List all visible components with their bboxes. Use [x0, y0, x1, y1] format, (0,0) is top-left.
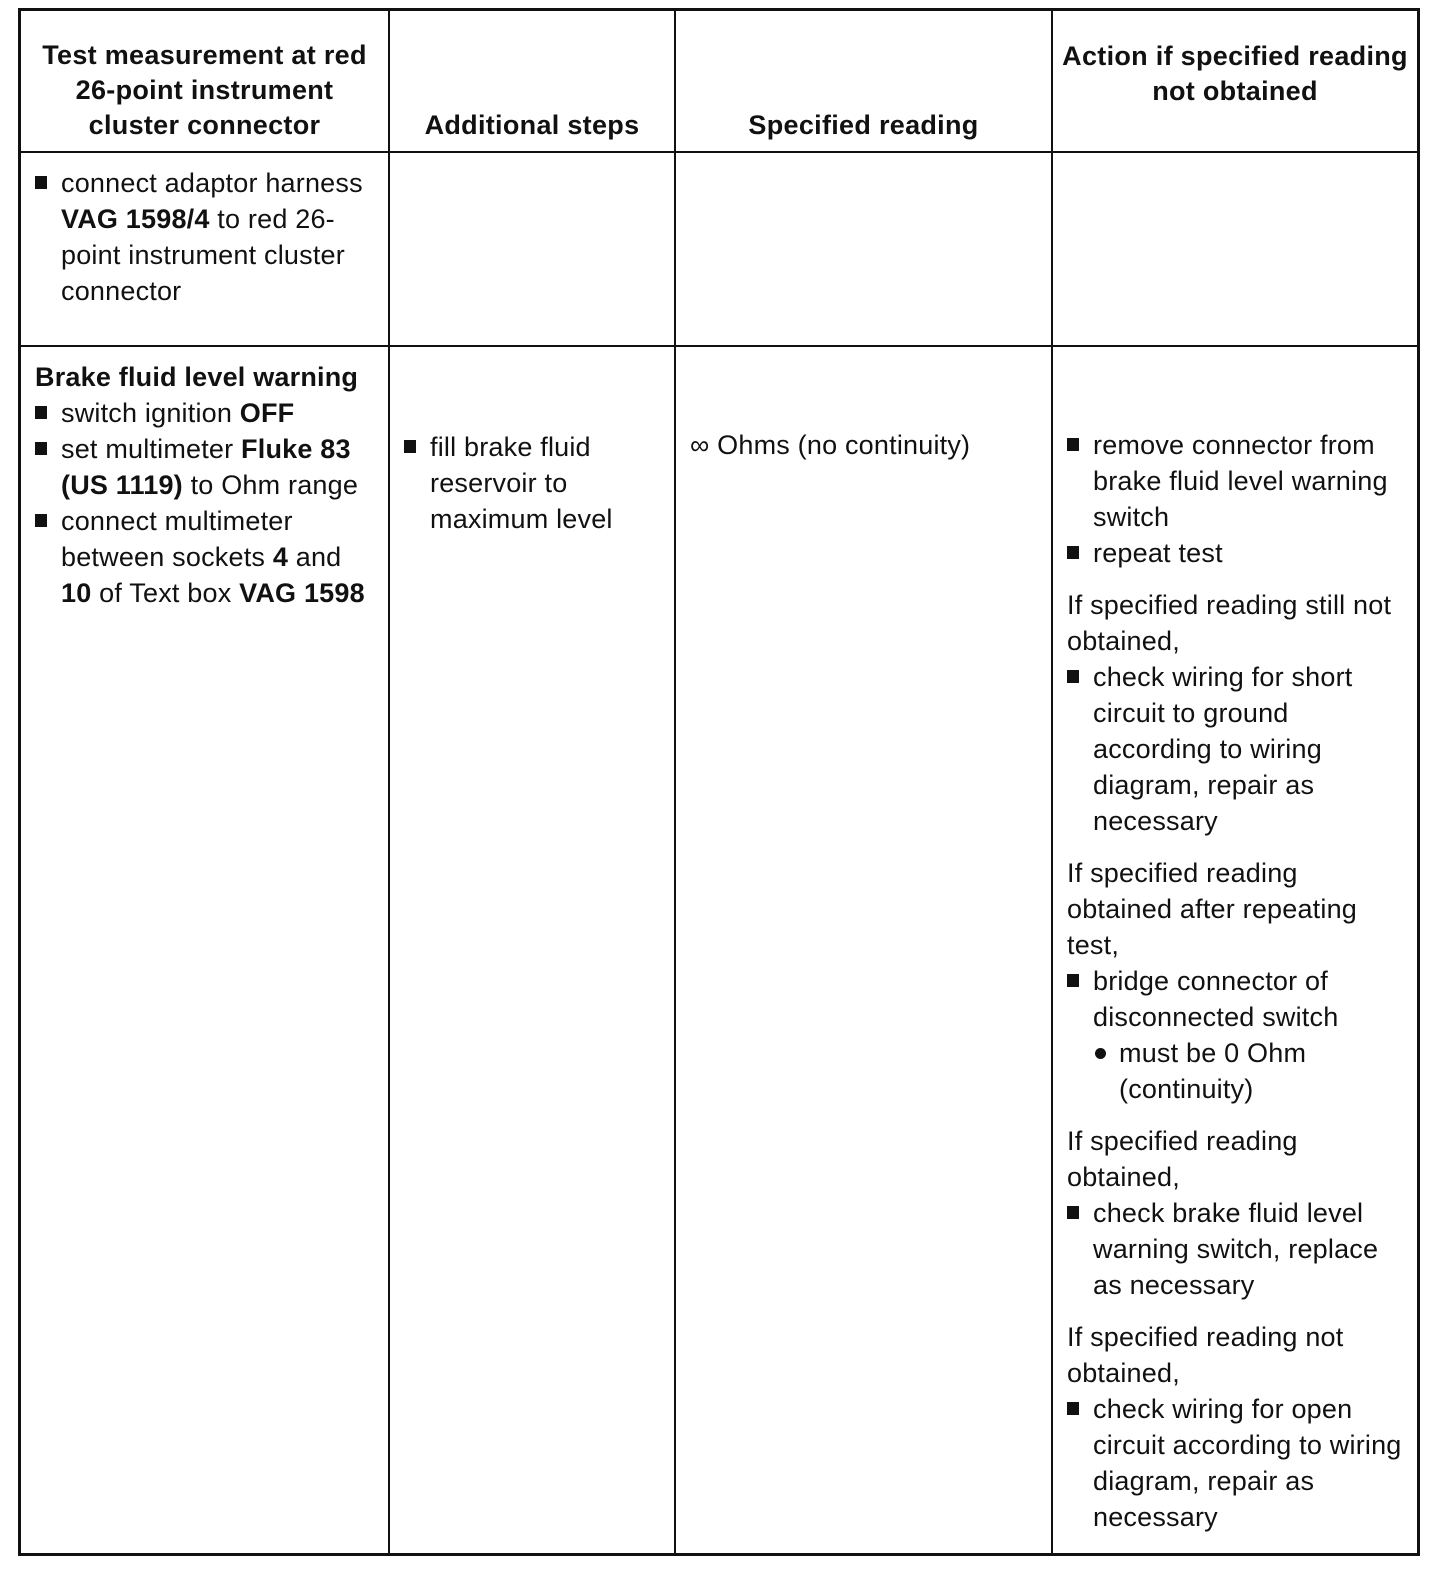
socket-number: 10 — [61, 578, 92, 608]
step-text: connect multimeter between sockets — [61, 506, 293, 572]
list-item — [35, 395, 378, 431]
cell-specified-reading — [675, 346, 1052, 1553]
test-table-sheet — [18, 8, 1420, 1556]
cell-action — [1052, 346, 1417, 1553]
step-text: to red 26-point instrument cluster connector — [61, 204, 345, 306]
cell-action — [1052, 152, 1417, 346]
header-action: Action if specified reading not obtained — [1052, 11, 1417, 152]
cell-additional-steps — [389, 152, 675, 346]
square-bullet-icon — [35, 406, 47, 419]
condition-text: If specified reading still not obtained, — [1067, 590, 1392, 656]
tool-id: VAG 1598 — [239, 578, 365, 608]
cell-additional-steps — [389, 346, 675, 1553]
socket-number: 4 — [272, 542, 289, 572]
square-bullet-icon — [35, 514, 47, 527]
list-item — [1067, 1195, 1407, 1303]
action-text: bridge connector of disconnected switch — [1093, 966, 1339, 1032]
action-text: remove connector from brake fluid level warning switch — [1093, 430, 1388, 532]
action-text: check wiring for open circuit according to wiring diagram, repair as necessary — [1093, 1394, 1402, 1532]
list-item — [35, 431, 378, 503]
step-text: fill brake fluid reservoir to maximum level — [430, 432, 613, 534]
header-additional-steps: Additional steps — [389, 11, 675, 152]
table-row — [21, 346, 1417, 1553]
round-bullet-icon — [1095, 1048, 1106, 1059]
list-item — [1067, 963, 1407, 1035]
list-item — [404, 429, 664, 537]
cell-test-measurement — [21, 346, 389, 1553]
table-row — [21, 152, 1417, 346]
step-keyword: OFF — [239, 398, 295, 428]
step-text: and — [295, 542, 342, 572]
test-title: Brake fluid level warning — [35, 362, 359, 392]
step-text: connect adaptor harness — [61, 168, 363, 198]
square-bullet-icon — [1067, 1206, 1079, 1219]
step-text: to Ohm range — [190, 470, 359, 500]
tool-id: Fluke 83 (US 1119) — [61, 434, 351, 500]
step-text: of Text box — [99, 578, 232, 608]
condition-text: If specified reading not obtained, — [1067, 1322, 1344, 1388]
action-text: check wiring for short circuit to ground according to wiring diagram, repair as necessary — [1093, 662, 1353, 836]
square-bullet-icon — [1067, 546, 1079, 559]
list-item — [1067, 427, 1407, 535]
action-text: must be 0 Ohm (continuity) — [1119, 1038, 1307, 1104]
header-specified-reading: Specified reading — [675, 11, 1052, 152]
list-item — [1095, 1035, 1407, 1107]
square-bullet-icon — [1067, 438, 1079, 451]
condition-text: If specified reading obtained after repeating test, — [1067, 858, 1358, 960]
action-text: check brake fluid level warning switch, replace as necessary — [1093, 1198, 1379, 1300]
tool-id: VAG 1598/4 — [61, 204, 210, 234]
square-bullet-icon — [1067, 1402, 1079, 1415]
square-bullet-icon — [35, 176, 47, 189]
specified-reading-value: ∞ Ohms (no continuity) — [690, 430, 971, 460]
list-item — [1067, 535, 1407, 571]
list-item — [35, 503, 378, 611]
table-header-row — [21, 11, 1417, 152]
square-bullet-icon — [1067, 670, 1079, 683]
cell-test-measurement — [21, 152, 389, 346]
test-table — [21, 11, 1417, 1553]
list-item — [1067, 659, 1407, 839]
action-text: repeat test — [1093, 538, 1223, 568]
header-test-measurement: Test measurement at red 26-point instrument cluster connector — [21, 11, 389, 152]
cell-specified-reading — [675, 152, 1052, 346]
square-bullet-icon — [1067, 974, 1079, 987]
condition-text: If specified reading obtained, — [1067, 1126, 1298, 1192]
step-text: set multimeter — [61, 434, 234, 464]
step-text: switch ignition — [61, 398, 233, 428]
square-bullet-icon — [35, 442, 47, 455]
list-item — [35, 165, 378, 309]
list-item — [1067, 1391, 1407, 1535]
square-bullet-icon — [404, 440, 416, 453]
